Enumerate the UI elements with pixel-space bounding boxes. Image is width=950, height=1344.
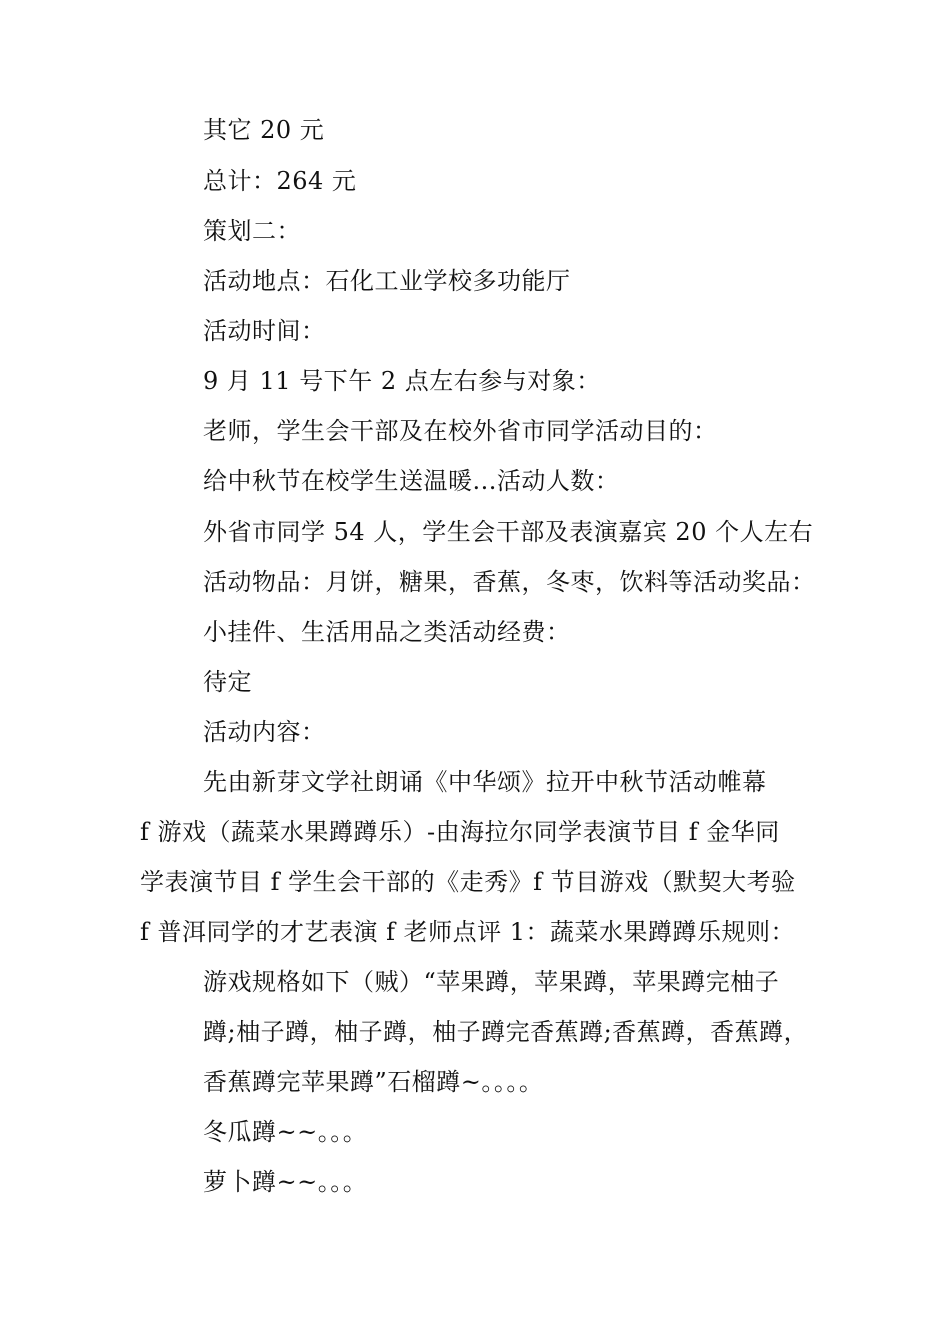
text-line-rules-5: 萝卜蹲~~。。。 xyxy=(203,1168,368,1196)
text-line-rules-1: 游戏规格如下（贼）“苹果蹲，苹果蹲，苹果蹲完柚子 xyxy=(203,968,780,996)
text-line-content-4: f 普洱同学的才艺表演 f 老师点评 1：蔬菜水果蹲蹲乐规则： xyxy=(140,918,796,946)
text-line-participants: 老师，学生会干部及在校外省市同学活动目的： xyxy=(203,417,718,445)
text-line-prizes: 小挂件、生活用品之类活动经费： xyxy=(203,618,571,646)
text-line-plan-two: 策划二： xyxy=(203,217,301,245)
text-line-content-1: 先由新芽文学社朗诵《中华颂》拉开中秋节活动帷幕 xyxy=(203,768,767,796)
text-line-other-cost: 其它 20 元 xyxy=(203,116,325,144)
text-line-rules-2: 蹲;柚子蹲，柚子蹲，柚子蹲完香蕉蹲;香蕉蹲，香蕉蹲， xyxy=(203,1018,809,1046)
text-line-rules-3: 香蕉蹲完苹果蹲”石榴蹲~。。。。 xyxy=(203,1068,544,1096)
text-line-budget: 待定 xyxy=(203,668,252,696)
text-line-rules-4: 冬瓜蹲~~。。。 xyxy=(203,1118,368,1146)
text-line-location: 活动地点：石化工业学校多功能厅 xyxy=(203,267,571,295)
text-line-time-value: 9 月 11 号下午 2 点左右参与对象： xyxy=(203,367,601,395)
text-line-items: 活动物品：月饼，糖果，香蕉，冬枣，饮料等活动奖品： xyxy=(203,568,816,596)
text-line-content-2: f 游戏（蔬菜水果蹲蹲乐）-由海拉尔同学表演节目 f 金华同 xyxy=(140,818,780,846)
text-line-time-label: 活动时间： xyxy=(203,317,326,345)
text-line-headcount: 外省市同学 54 人，学生会干部及表演嘉宾 20 个人左右 xyxy=(203,518,814,546)
text-line-content-label: 活动内容： xyxy=(203,718,326,746)
text-line-purpose: 给中秋节在校学生送温暖...活动人数： xyxy=(203,467,620,495)
text-line-content-3: 学表演节目 f 学生会干部的《走秀》f 节目游戏（默契大考验 xyxy=(140,868,796,896)
text-line-total: 总计：264 元 xyxy=(203,167,357,195)
